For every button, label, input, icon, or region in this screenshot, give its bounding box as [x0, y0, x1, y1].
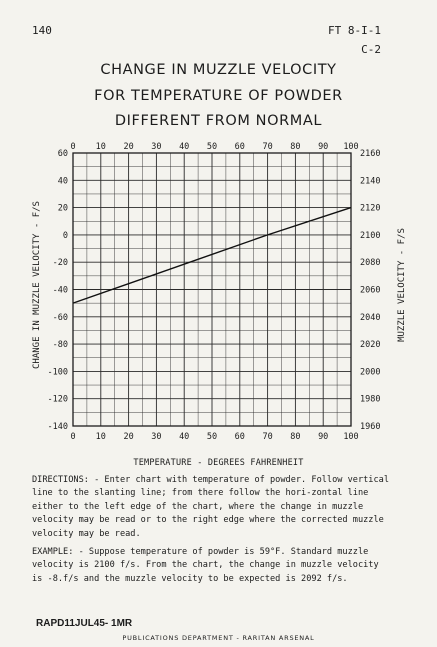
y-tick-label-left: -40	[52, 285, 68, 296]
x-tick-label-bottom: 30	[151, 432, 162, 442]
x-tick-label-bottom: 0	[70, 432, 76, 442]
y-tick-label-left: 40	[57, 176, 68, 187]
y-tick-label-right: 2040	[360, 312, 381, 323]
example-paragraph: EXAMPLE: - Suppose temperature of powder is 59°F. Standard muzzle velocity is 2100 f/s. From the chart, the change in muzzle velocity is -8.f/s and the muzzle velocity to be expected is 2092 f/s.	[32, 547, 379, 584]
chart-title-line-1: CHANGE IN MUZZLE VELOCITY	[100, 62, 337, 78]
x-tick-label-top: 60	[234, 142, 245, 152]
y-axis-left-label: CHANGE IN MUZZLE VELOCITY - F/S	[32, 201, 42, 369]
y-tick-label-right: 1980	[360, 394, 381, 405]
x-tick-label-bottom: 60	[234, 432, 245, 442]
x-tick-label-top: 100	[343, 142, 359, 152]
date-stamp: RAPD11JUL45- 1MR	[36, 618, 133, 629]
chart-tick-labels	[48, 142, 381, 442]
y-tick-label-right: 2160	[360, 149, 381, 159]
x-tick-label-bottom: 100	[343, 432, 359, 442]
x-tick-label-top: 80	[290, 142, 301, 152]
page-number: 140	[32, 24, 52, 37]
y-tick-label-left: -100	[47, 367, 68, 378]
x-tick-label-top: 10	[95, 142, 106, 152]
y-tick-label-right: 2060	[360, 285, 381, 296]
y-axis-right-label: MUZZLE VELOCITY - F/S	[397, 228, 407, 342]
y-tick-label-right: 2120	[360, 203, 381, 214]
y-tick-label-right: 2080	[360, 258, 381, 269]
publisher-footer: PUBLICATIONS DEPARTMENT - RARITAN ARSENAL	[122, 634, 315, 642]
y-tick-label-right: 2000	[360, 367, 381, 378]
y-tick-label-left: -60	[52, 312, 68, 323]
x-tick-label-bottom: 20	[123, 432, 134, 442]
x-tick-label-bottom: 90	[318, 432, 329, 442]
x-tick-label-top: 20	[123, 142, 134, 152]
y-tick-label-left: -140	[47, 422, 68, 432]
x-tick-label-bottom: 50	[206, 432, 218, 442]
x-axis-label: TEMPERATURE - DEGREES FAHRENHEIT	[133, 458, 304, 468]
y-tick-label-left: 60	[57, 149, 68, 159]
chart-grid	[73, 153, 351, 426]
x-tick-label-top: 30	[151, 142, 162, 152]
y-tick-label-right: 1960	[360, 422, 381, 432]
y-tick-label-right: 2140	[360, 176, 381, 187]
y-tick-label-left: -20	[52, 258, 68, 269]
x-tick-label-bottom: 70	[262, 432, 273, 442]
x-tick-label-top: 90	[318, 142, 329, 152]
manual-reference: FT 8-I-1	[328, 24, 381, 37]
y-tick-label-left: 0	[62, 230, 68, 241]
y-tick-label-left: -80	[52, 340, 68, 351]
directions-paragraph: DIRECTIONS: - Enter chart with temperature of powder. Follow vertical line to the slanting line; from there follow the hori-zontal line either to the left edge of the chart, where the change in muzzle velocity may be read or to the right edge where the corrected muzzle velocity may be read.	[32, 475, 389, 539]
y-tick-label-right: 2100	[360, 230, 381, 241]
x-tick-label-bottom: 10	[95, 432, 106, 442]
y-tick-label-left: -120	[47, 394, 68, 405]
x-tick-label-top: 40	[179, 142, 190, 152]
page-code: C-2	[361, 43, 381, 56]
x-tick-label-bottom: 80	[290, 432, 301, 442]
y-tick-label-left: 20	[57, 203, 68, 214]
x-tick-label-top: 70	[262, 142, 273, 152]
chart-title-line-2: FOR TEMPERATURE OF POWDER	[94, 88, 343, 104]
x-tick-label-top: 0	[70, 142, 76, 152]
x-tick-label-top: 50	[206, 142, 218, 152]
y-tick-label-right: 2020	[360, 340, 381, 351]
chart-title-line-3: DIFFERENT FROM NORMAL	[114, 113, 323, 129]
x-tick-label-bottom: 40	[179, 432, 190, 442]
